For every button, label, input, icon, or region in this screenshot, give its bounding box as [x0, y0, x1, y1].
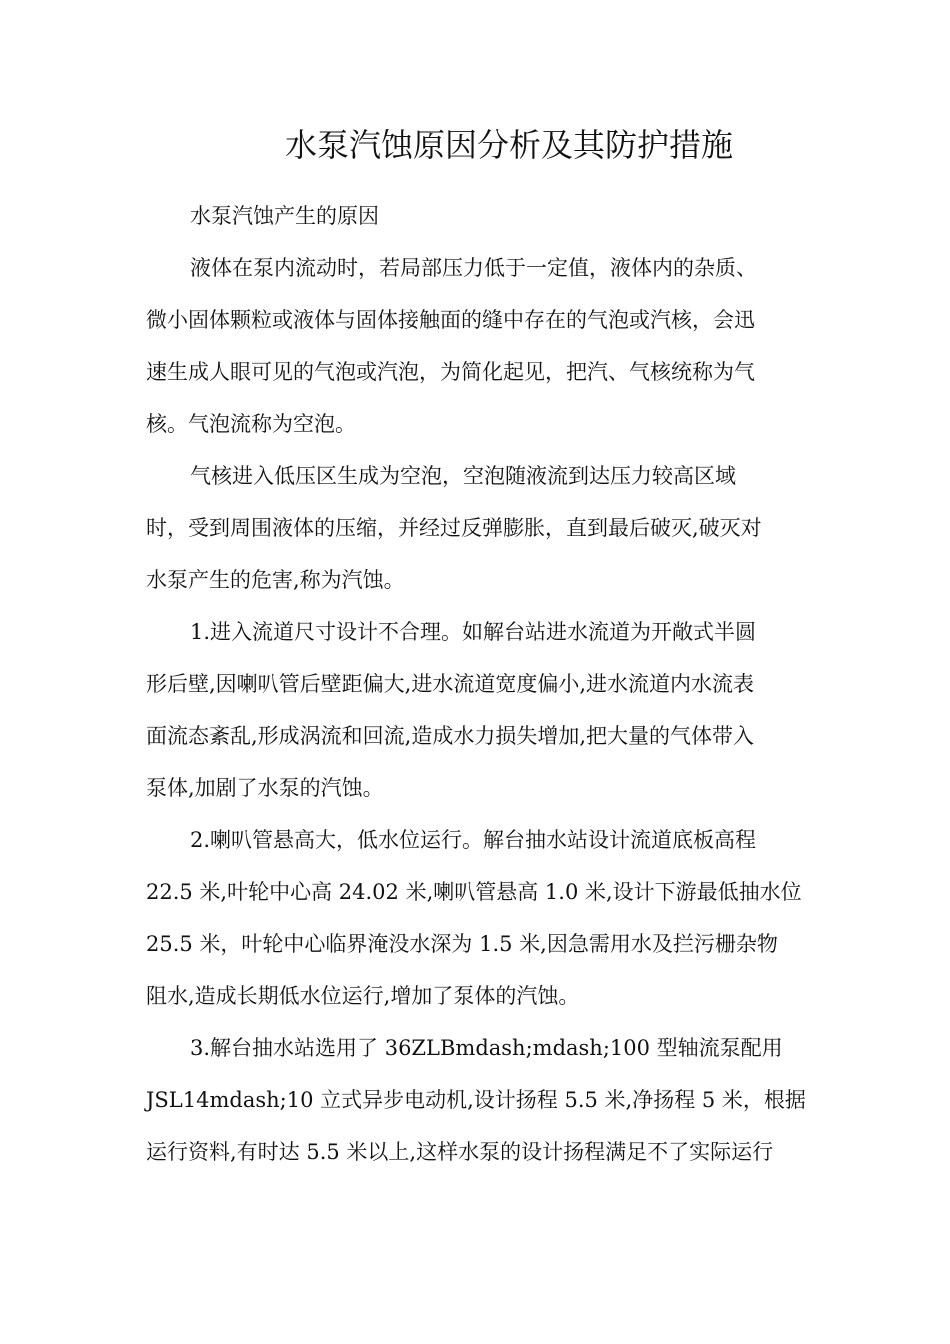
text-line: 液体在泵内流动时，若局部压力低于一定值，液体内的杂质、: [190, 256, 757, 280]
text-line: 2.喇叭管悬高大，低水位运行。解台抽水站设计流道底板高程: [190, 828, 757, 852]
text-line: 运行资料,有时达 5.5 米以上,这样水泵的设计扬程满足不了实际运行: [146, 1140, 774, 1164]
document-body: [146, 190, 806, 1178]
text-line: 速生成人眼可见的气泡或汽泡，为简化起见，把汽、气核统称为气: [146, 360, 755, 384]
text-line: 气核进入低压区生成为空泡，空泡随液流到达压力较高区域: [190, 464, 736, 488]
text-line: 面流态紊乱,形成涡流和回流,造成水力损失增加,把大量的气体带入: [146, 724, 755, 748]
text-line: 1.进入流道尺寸设计不合理。如解台站进水流道为开敞式半圆: [190, 620, 757, 644]
text-line: JSL14mdash;10 立式异步电动机,设计扬程 5.5 米,净扬程 5 米，根据: [146, 1088, 806, 1112]
text-line: 时，受到周围液体的压缩，并经过反弹膨胀，直到最后破灭,破灭对: [146, 516, 762, 540]
text-line: 水泵产生的危害,称为汽蚀。: [146, 568, 405, 592]
document-title: 水泵汽蚀原因分析及其防护措施: [284, 126, 733, 164]
text-line: 阻水,造成长期低水位运行,增加了泵体的汽蚀。: [146, 984, 580, 1008]
text-line: 水泵汽蚀产生的原因: [190, 204, 379, 228]
text-line: 形后壁,因喇叭管后壁距偏大,进水流道宽度偏小,进水流道内水流表: [146, 672, 755, 696]
text-line: 25.5 米，叶轮中心临界淹没水深为 1.5 米,因急需用水及拦污栅杂物: [146, 932, 778, 956]
text-line: 22.5 米,叶轮中心高 24.02 米,喇叭管悬高 1.0 米,设计下游最低抽水位: [146, 880, 802, 904]
text-line: 泵体,加剧了水泵的汽蚀。: [146, 776, 384, 800]
text-line: 微小固体颗粒或液体与固体接触面的缝中存在的气泡或汽核，会迅: [146, 308, 755, 332]
text-line: 核。气泡流称为空泡。: [146, 412, 356, 436]
text-line: 3.解台抽水站选用了 36ZLBmdash;mdash;100 型轴流泵配用: [190, 1036, 783, 1060]
